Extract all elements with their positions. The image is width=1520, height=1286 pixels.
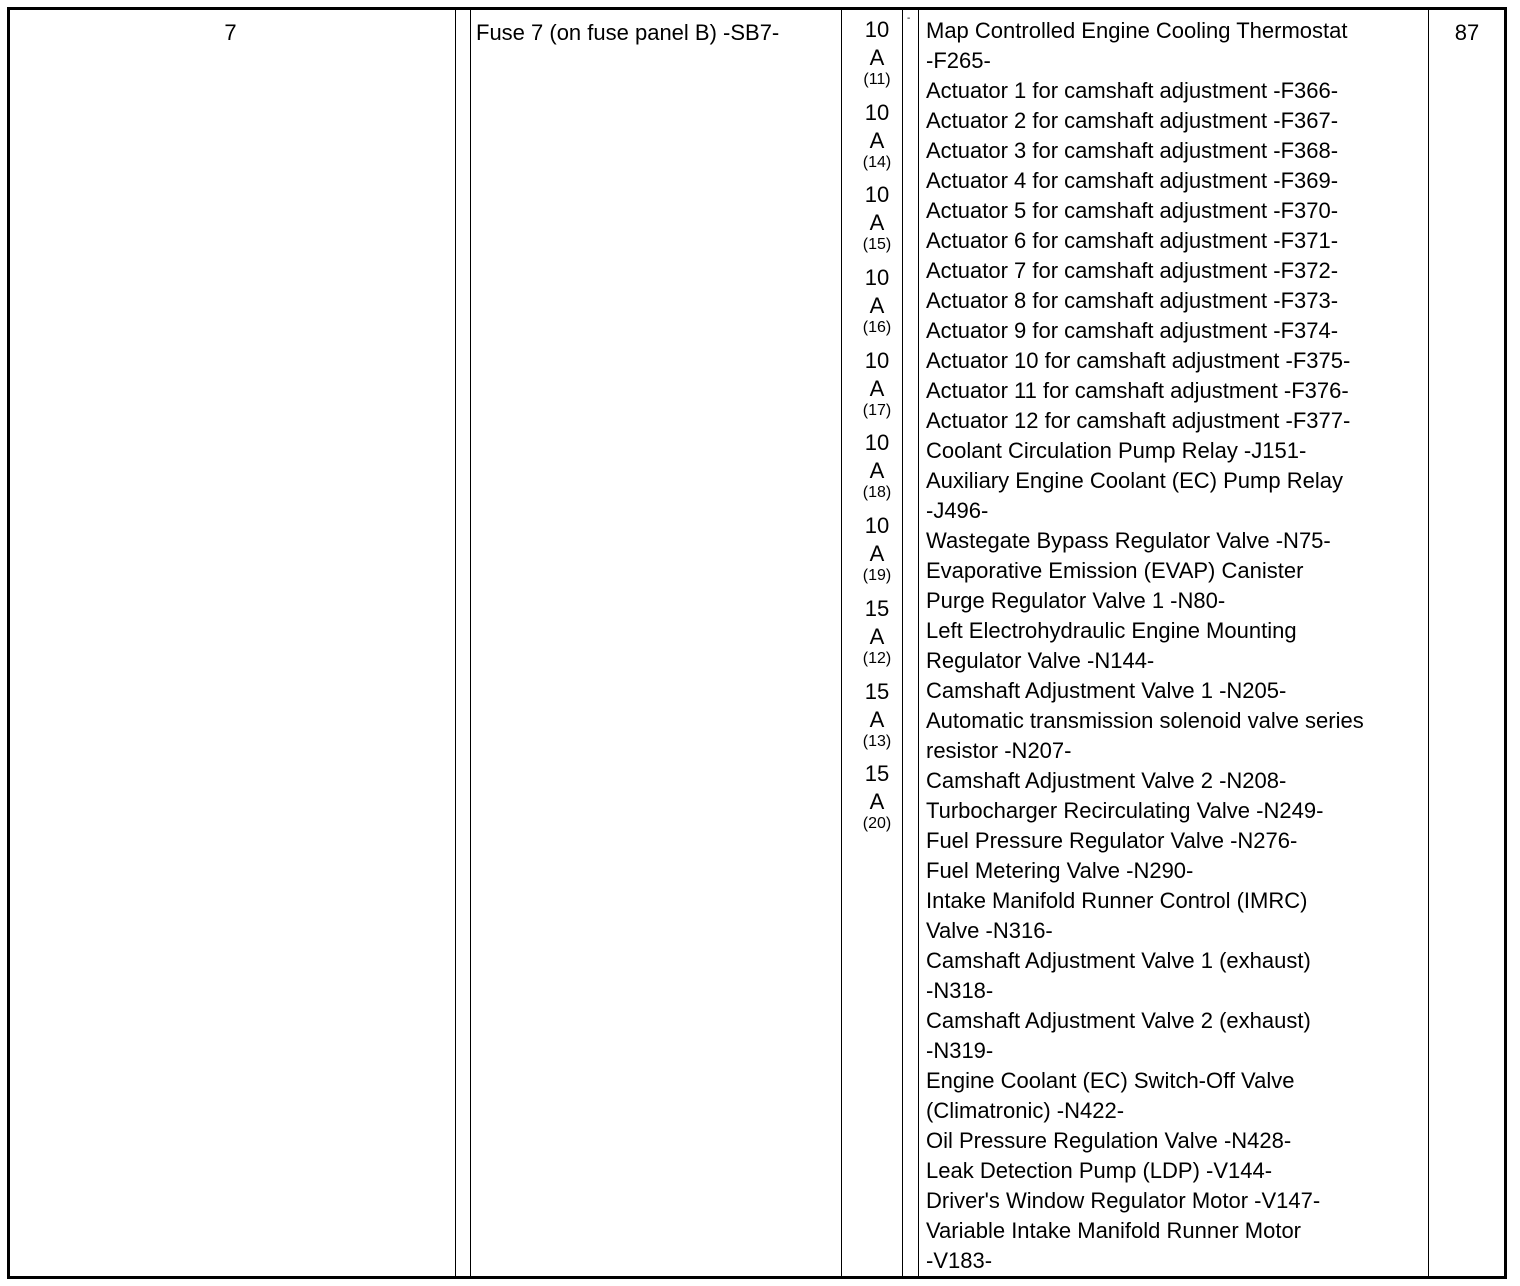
component-line: -J496- (926, 498, 989, 523)
component-line: Leak Detection Pump (LDP) -V144- (926, 1158, 1273, 1183)
fuse-rating-unit: A (869, 210, 885, 236)
fuse-rating-value: 10 (864, 347, 890, 373)
fuse-rating (844, 511, 910, 594)
fuse-rating-ref: (17) (862, 401, 892, 419)
fuse-rating (844, 15, 910, 98)
fuse-rating-value: 10 (864, 430, 890, 456)
fuse-rating-unit: A (869, 789, 885, 815)
column-divider (918, 10, 919, 1276)
fuse-rating-unit: A (869, 623, 885, 649)
component-line: Fuel Pressure Regulator Valve -N276- (926, 828, 1298, 853)
component-line: Actuator 8 for camshaft adjustment -F373- (926, 288, 1339, 313)
fuse-rating (844, 180, 910, 263)
fuse-rating-value: 10 (864, 265, 890, 291)
fuse-label: Fuse 7 (on fuse panel B) -SB7- (476, 20, 780, 45)
component-line: Camshaft Adjustment Valve 1 (exhaust) (926, 948, 1311, 973)
fuse-number: 7 (224, 20, 237, 45)
component-line: Camshaft Adjustment Valve 2 -N208- (926, 768, 1287, 793)
component-line: Auxiliary Engine Coolant (EC) Pump Relay (926, 468, 1343, 493)
component-line: -F265- (926, 48, 991, 73)
fuse-rating-unit: A (869, 45, 885, 70)
fuse-ratings (844, 15, 910, 842)
fuse-rating (844, 594, 910, 677)
component-line: Actuator 2 for camshaft adjustment -F367- (926, 108, 1339, 133)
component-line: Actuator 3 for camshaft adjustment -F368- (926, 138, 1339, 163)
fuse-rating-ref: (19) (862, 567, 892, 585)
component-line: Coolant Circulation Pump Relay -J151- (926, 438, 1307, 463)
component-line: Actuator 1 for camshaft adjustment -F366- (926, 78, 1339, 103)
component-list (926, 16, 1436, 1276)
component-line: Actuator 5 for camshaft adjustment -F370- (926, 198, 1339, 223)
component-line: Engine Coolant (EC) Switch-Off Valve (926, 1068, 1295, 1093)
column-divider (470, 10, 471, 1276)
column-divider (455, 10, 456, 1276)
fuse-rating-ref: (16) (862, 319, 892, 337)
fuse-rating-value: 10 (864, 99, 890, 125)
component-line: Fuel Metering Valve -N290- (926, 858, 1194, 883)
component-line: -N319- (926, 1038, 994, 1063)
fuse-rating-ref: (12) (862, 649, 892, 667)
component-line: resistor -N207- (926, 738, 1072, 763)
terminal-number: 87 (1454, 20, 1480, 45)
component-line: Actuator 7 for camshaft adjustment -F372- (926, 258, 1339, 283)
component-line: Camshaft Adjustment Valve 1 -N205- (926, 678, 1287, 703)
fuse-rating (844, 428, 910, 511)
component-line: Actuator 4 for camshaft adjustment -F369- (926, 168, 1339, 193)
fuse-rating (844, 98, 910, 181)
fuse-rating (844, 677, 910, 760)
fuse-rating-ref: (18) (862, 484, 892, 502)
fuse-table (7, 7, 1507, 1279)
fuse-rating-ref: (14) (862, 153, 892, 171)
fuse-rating (844, 263, 910, 346)
component-line: Wastegate Bypass Regulator Valve -N75- (926, 528, 1331, 553)
fuse-rating-value: 15 (864, 678, 890, 704)
component-line: Actuator 10 for camshaft adjustment -F375- (926, 348, 1351, 373)
fuse-rating-unit: A (869, 706, 885, 732)
fuse-rating-value: 10 (864, 17, 890, 42)
fuse-rating-unit: A (869, 458, 885, 484)
component-line: Map Controlled Engine Cooling Thermostat (926, 18, 1348, 43)
fuse-rating-value: 15 (864, 595, 890, 621)
fuse-rating-value: 10 (864, 182, 890, 208)
component-line: Left Electrohydraulic Engine Mounting (926, 618, 1297, 643)
fuse-rating-value: 10 (864, 513, 890, 539)
fuse-rating-ref: (11) (863, 71, 891, 88)
column-divider (841, 10, 842, 1276)
fuse-rating-ref: (20) (862, 815, 892, 833)
component-line: -V183- (926, 1248, 993, 1273)
fuse-rating (844, 346, 910, 429)
component-line: Actuator 11 for camshaft adjustment -F376- (926, 378, 1349, 403)
component-line: Actuator 9 for camshaft adjustment -F374- (926, 318, 1339, 343)
component-line: Evaporative Emission (EVAP) Canister (926, 558, 1304, 583)
component-line: Intake Manifold Runner Control (IMRC) (926, 888, 1308, 913)
component-line: Variable Intake Manifold Runner Motor (926, 1218, 1302, 1243)
component-line: Turbocharger Recirculating Valve -N249- (926, 798, 1324, 823)
dash-mark: - (907, 13, 911, 24)
component-line: (Climatronic) -N422- (926, 1098, 1125, 1123)
fuse-rating-ref: (13) (862, 732, 892, 750)
component-line: Camshaft Adjustment Valve 2 (exhaust) (926, 1008, 1311, 1033)
component-line: Purge Regulator Valve 1 -N80- (926, 588, 1226, 613)
component-line: Actuator 12 for camshaft adjustment -F377- (926, 408, 1351, 433)
component-line: Valve -N316- (926, 918, 1053, 943)
fuse-rating-unit: A (869, 127, 885, 153)
fuse-rating-unit: A (869, 375, 885, 401)
fuse-rating-value: 15 (864, 761, 890, 787)
component-line: Oil Pressure Regulation Valve -N428- (926, 1128, 1292, 1153)
fuse-rating-unit: A (869, 293, 885, 319)
component-line: Driver's Window Regulator Motor -V147- (926, 1188, 1321, 1213)
component-line: Regulator Valve -N144- (926, 648, 1155, 673)
fuse-rating-ref: (15) (862, 236, 892, 254)
component-line: Actuator 6 for camshaft adjustment -F371- (926, 228, 1339, 253)
fuse-rating (844, 759, 910, 842)
fuse-rating-unit: A (869, 541, 885, 567)
component-line: -N318- (926, 978, 994, 1003)
component-line: Automatic transmission solenoid valve series (926, 708, 1364, 733)
